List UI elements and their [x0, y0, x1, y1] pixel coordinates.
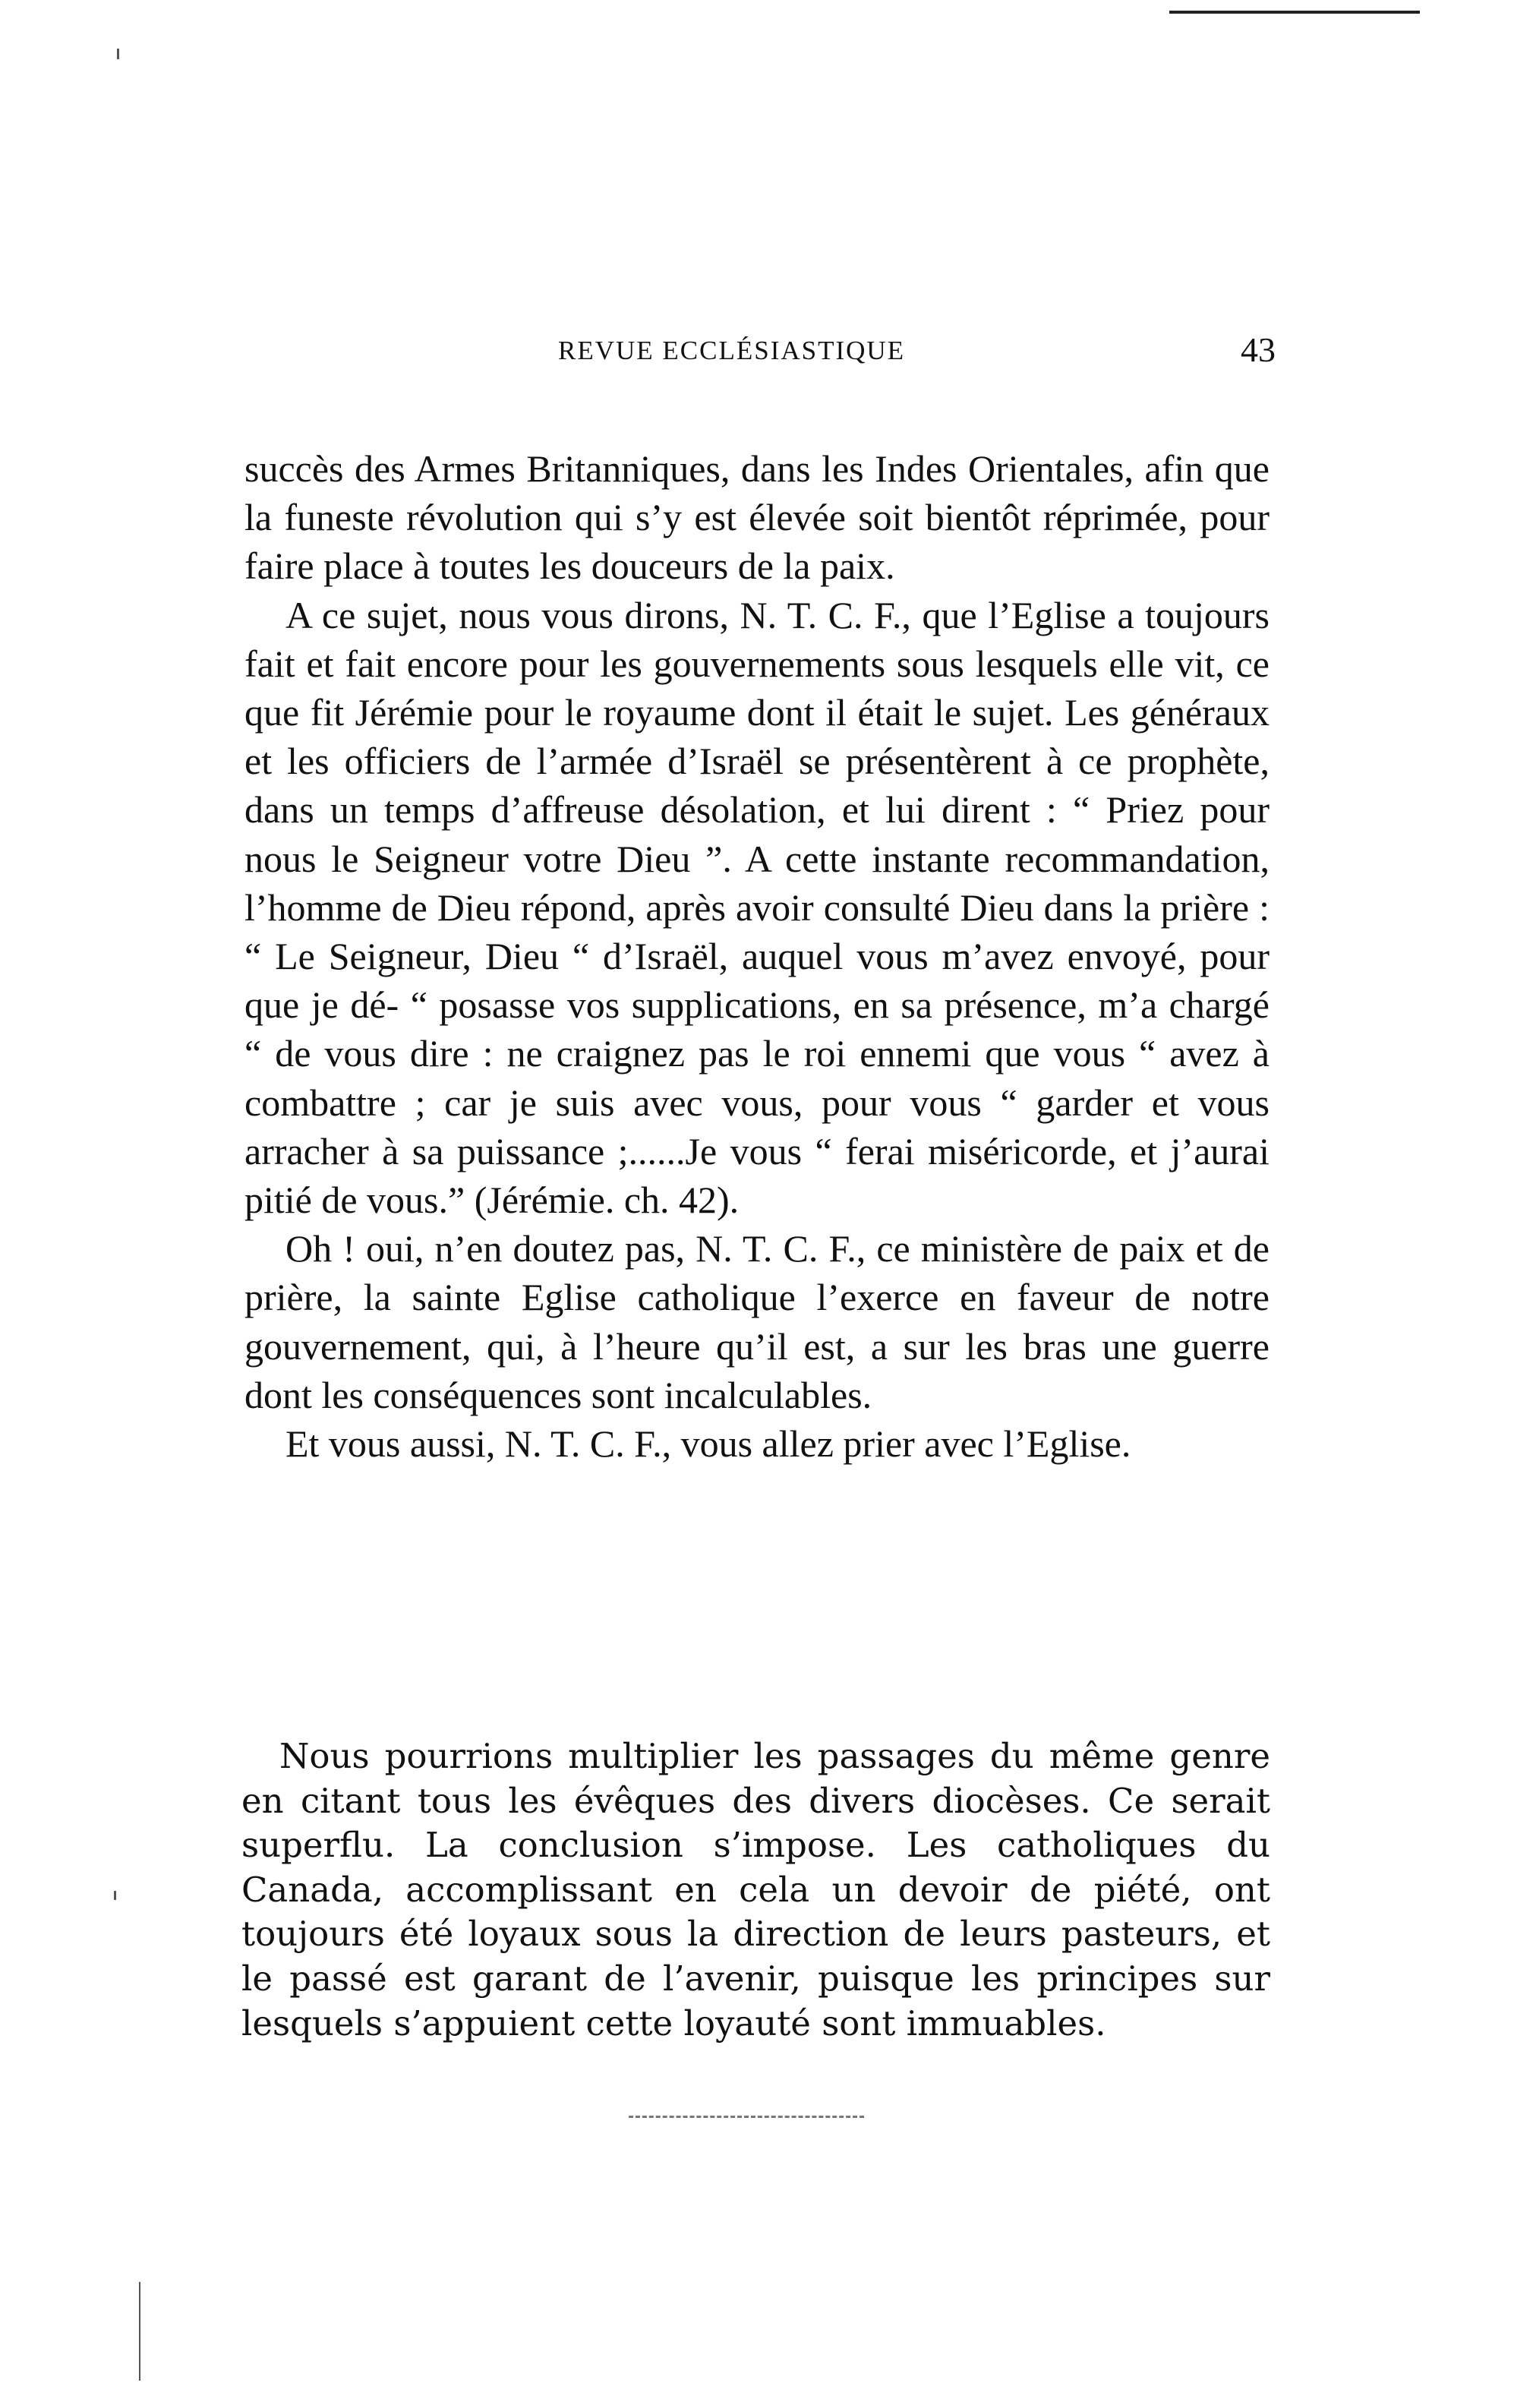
paragraph-continued: succès des Armes Britanniques, dans les Indes Orientales, afin que la funeste révolution qui s’y est élevée soit bientôt réprimée, pour faire place à toutes les douceurs de la paix.: [244, 447, 1270, 588]
margin-mark-middle: [114, 1891, 116, 1900]
running-head: [243, 330, 1276, 381]
margin-mark-bottom: [139, 2282, 140, 2381]
commentary-block: [241, 1734, 1270, 2046]
paragraph-jeremie: A ce sujet, nous vous dirons, N. T. C. F., que l’Eglise a toujours fait et fait encore pour les gouvernements sous lesquels elle vit, ce que fit Jérémie pour le royaume dont il était le sujet. Les généraux et les officiers de l’armée d’Israël se présentèrent à ce prophète, dans un temps d’affreuse désolation, et lui dirent : “ Priez pour nous le Seigneur votre Dieu ”. A cette instante recommandation, l’homme de Dieu répond, après avoir consulté Dieu dans la prière : “ Le Seigneur, Dieu “ d’Israël, auquel vous m’avez envoyé, pour que je dé- “ posasse vos supplications, en sa présence, m’a chargé “ de vous dire : ne craignez pas le roi ennemi que vous “ avez à combattre ; car je suis avec vous, pour vous “ garder et vous arracher à sa puissance ;......Je vous “ ferai miséricorde, et j’aurai pitié de vous.” (Jérémie. ch. 42).: [244, 593, 1270, 1222]
page-number: 43: [1241, 330, 1276, 369]
main-text: [244, 444, 1270, 1468]
paragraph-exhortation: Et vous aussi, N. T. C. F., vous allez prier avec l’Eglise.: [285, 1422, 1131, 1466]
margin-mark-top: [117, 49, 119, 59]
section-end-dash: [629, 2116, 864, 2118]
paragraph-ministere: Oh ! oui, n’en doutez pas, N. T. C. F., ce ministère de paix et de prière, la sainte Eglise catholique l’exerce en faveur de notre gouvernement, qui, à l’heure qu’il est, a sur les bras une guerre dont les conséquences sont incalculables.: [244, 1227, 1270, 1416]
running-title: REVUE ECCLÉSIASTIQUE: [558, 336, 906, 365]
top-rule: [1169, 11, 1420, 14]
commentary-paragraph: Nous pourrions multiplier les passages du même genre en citant tous les évêques des divers diocèses. Ce serait superflu. La conclusion s’impose. Les catholiques du Canada, accomplissant en cela un devoir de piété, ont toujours été loyaux sous la direction de leurs pasteurs, et le passé est garant de l’avenir, puisque les principes sur lesquels s’appuient cette loyauté sont immuables.: [241, 1736, 1270, 2043]
